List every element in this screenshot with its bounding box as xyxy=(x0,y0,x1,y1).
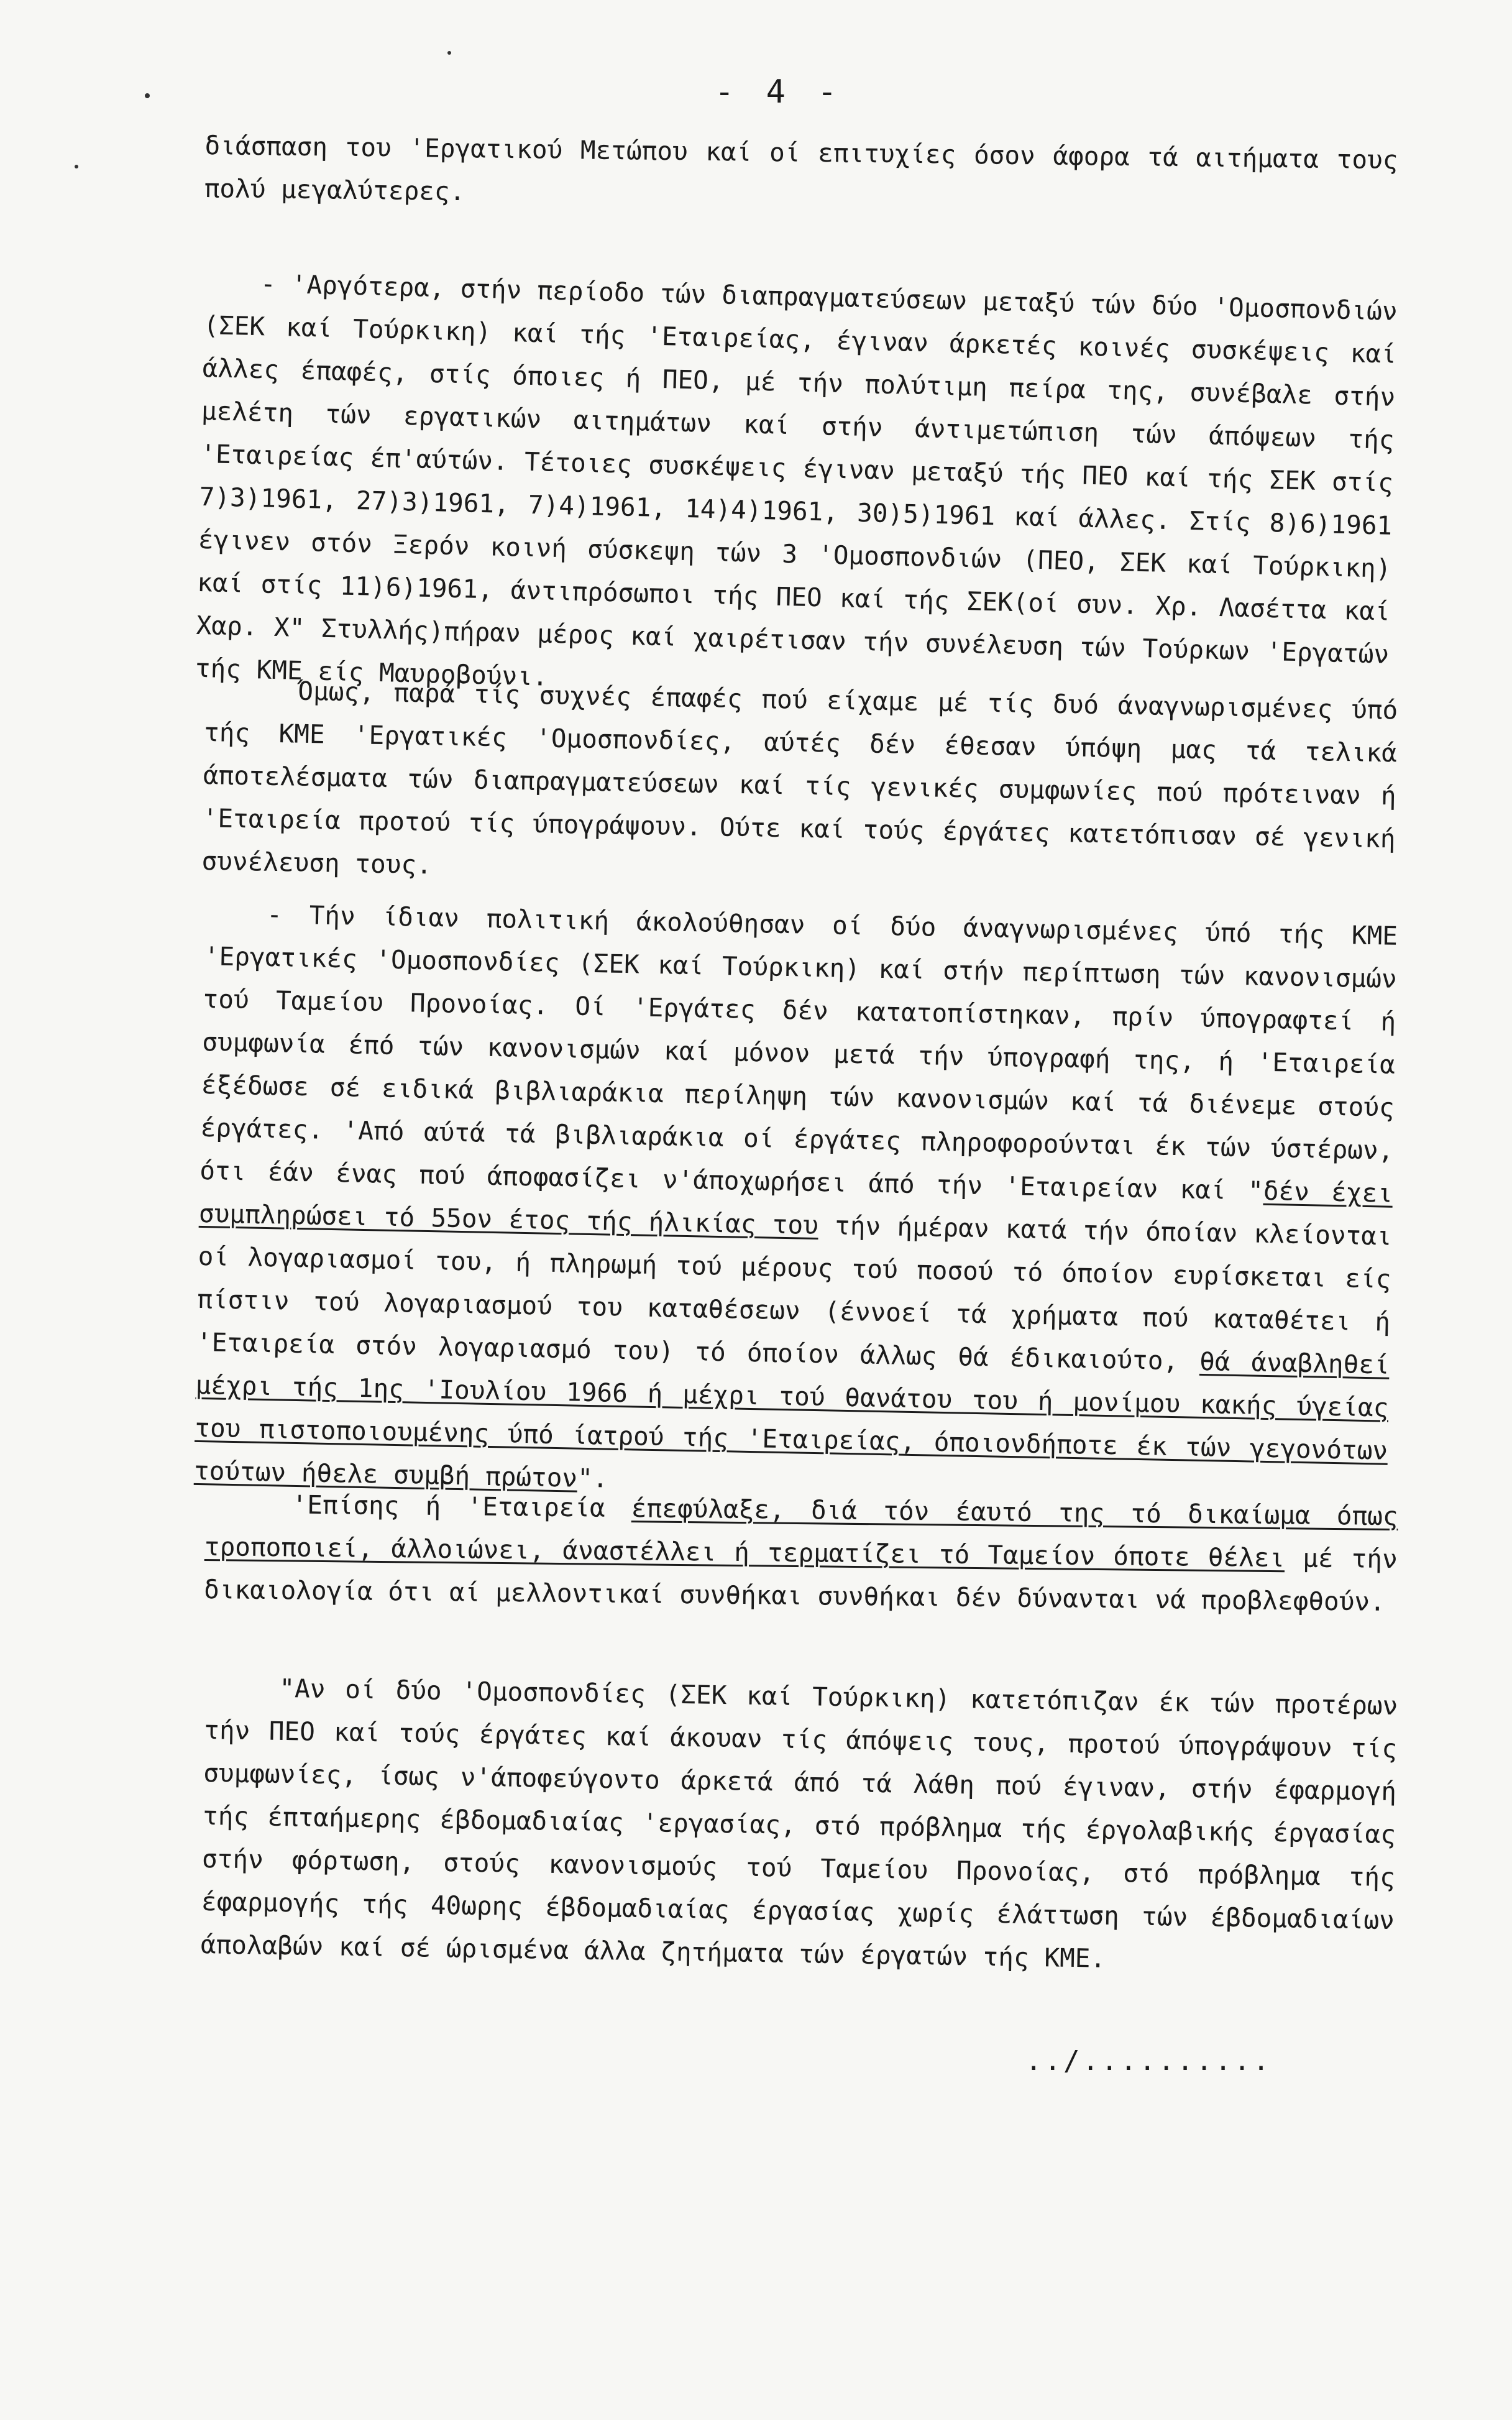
paragraph-1: διάσπαση του 'Εργατικού Μετώπου καί οί επιτυχίες όσον άφορα τά αιτήματα τους πολύ μεγαλύτερες. xyxy=(204,130,1398,207)
scan-speck xyxy=(447,51,451,55)
page-number: - 4 - xyxy=(715,73,843,111)
paragraph-2: - 'Αργότερα, στήν περίοδο τών διαπραγματεύσεων μεταξύ τών δύο 'Ομοσπονδιών (ΣΕΚ καί Τούρκικη) καί τής 'Εταιρείας, έγιναν άρκετές κοινές συσκέψεις καί άλλες έπαφές, στίς όποιες ή ΠΕΟ, μέ τήν πολύτιμη πείρα της, συνέβαλε στήν μελέτη τών εργατικών αιτημάτων καί στήν άντιμετώπιση τών άπόψεων τής 'Εταιρείας έπ'αύτών. Τέτοιες συσκέψεις έγιναν μεταξύ τής ΠΕΟ καί τής ΣΕΚ στίς 7)3)1961, 27)3)1961, 7)4)1961, 14)4)1961, 30)5)1961 καί άλλες. Στίς 8)6)1961 έγινεν στόν Ξερόν κοινή σύσκεψη τών 3 'Ομοσπονδιών (ΠΕΟ, ΣΕΚ καί Τούρκικη) καί στίς 11)6)1961, άντιπρόσωποι τής ΠΕΟ καί τής ΣΕΚ(οί συν. Χρ. Λασέττα καί Χαρ. Χ" Στυλλής)πήραν μέρος καί χαιρέτισαν τήν συνέλευση τών Τούρκων 'Εργατών τής ΚΜΕ είς Μαυροβούνι. xyxy=(195,269,1398,692)
paragraph-5-text-1: 'Επίσης ή 'Εταιρεία xyxy=(291,1489,632,1524)
paragraph-6: "Αν οί δύο 'Ομοσπονδίες (ΣΕΚ καί Τούρκικη) κατετόπιζαν έκ τών προτέρων τήν ΠΕΟ καί τούς έργάτες καί άκουαν τίς άπόψεις τους, προτού ύπογράψουν τίς συμφωνίες, ίσως ν'άποφεύγοντο άρκετά άπό τά λάθη πού έγιναν, στήν έφαρμογή τής έπταήμερης έβδομαδιαίας 'εργασίας, στό πρόβλημα τής έργολαβικής έργασίας στήν φόρτωση, στούς κανονισμούς τού Ταμείου Προνοίας, στό πρόβλημα τής έφαρμογής τής 40ωρης έβδομαδιαίας έργασίας χωρίς έλάττωση τών έβδομαδιαίων άπολαβών καί σέ ώρισμένα άλλα ζητήματα τών έργατών τής ΚΜΕ. xyxy=(200,1673,1398,1974)
paragraph-5 xyxy=(204,1483,1398,1624)
paragraph-4-text-3: ". xyxy=(577,1463,608,1494)
scan-speck xyxy=(75,165,78,168)
paragraph-4-text-2: τήν ήμέραν κατά τήν όποίαν κλείονται οί λογαριασμοί του, ή πληρωμή τού μέρους τού ποσού τό όποίον ευρίσκεται είς πίστιν τού λογαριασμού του καταθέσεων (έννοεί τά χρήματα πού καταθέτει ή 'Εταιρεία στόν λογαριασμό του) τό όποίον άλλως θά έδικαιούτο, xyxy=(196,1210,1393,1376)
paragraph-4-text-1: - Τήν ίδιαν πολιτική άκολούθησαν οί δύο άναγνωρισμένες ύπό τής ΚΜΕ 'Εργατικές 'Ομοσπονδίες (ΣΕΚ καί Τούρκικη) καί στήν περίπτωση τών κανονισμών τού Ταμείου Προνοίας. Οί 'Εργάτες δέν κατατοπίστηκαν, πρίν ύπογραφτεί ή συμφωνία έπό τών κανονισμών καί μόνον μετά τήν ύπογραφή της, ή 'Εταιρεία έξέδωσε σέ ειδικά βιβλιαράκια περίληψη τών κανονισμών καί τά διένεμε στούς έργάτες. 'Από αύτά τά βιβλιαράκια οί έργάτες πληροφορούνται έκ τών ύστέρων, ότι έάν ένας πού άποφασίζει ν'άποχωρήσει άπό τήν 'Εταιρείαν καί " xyxy=(199,899,1398,1206)
paragraph-5-text-2: μέ τήν δικαιολογία ότι αί μελλοντικαί συνθήκαι συνθήκαι δέν δύνανται νά προβλεφθούν. xyxy=(203,1543,1398,1617)
underlined-company-right-clause: έπεφύλαξε, διά τόν έαυτό της τό δικαίωμα όπως τροποποιεί, άλλοιώνει, άναστέλλει ή τερματίζει τό Ταμείον όποτε θέλει xyxy=(204,1493,1398,1573)
continuation-marker: ../.......... xyxy=(1025,2045,1272,2077)
underlined-age-clause: δέν έχει συμπληρώσει τό 55ον έτος τής ήλικίας του xyxy=(198,1175,1393,1241)
scan-speck xyxy=(145,93,150,98)
paragraph-3: Όμως, παρά τίς συχνές έπαφές πού είχαμε μέ τίς δυό άναγνωρισμένες ύπό τής ΚΜΕ 'Εργατικές 'Ομοσπονδίες, αύτές δέν έθεσαν ύπόψη μας τά τελικά άποτελέσματα τών διαπραγματεύσεων καί τίς γενικές συμφωνίες πού πρότειναν ή 'Εταιρεία προτού τίς ύπογράψουν. Ούτε καί τούς έργάτες κατετόπισαν σέ γενική συνέλευση τους. xyxy=(201,676,1398,880)
underlined-deferral-clause: θά άναβληθεί μέχρι τής 1ης 'Ιουλίου 1966 ή μέχρι τού θανάτου του ή μονίμου κακής ύγείας του πιστοποιουμένης ύπό ίατρού τής 'Εταιρείας, όποιονδήποτε έκ τών γεγονότων τούτων ήθελε συμβή πρώτον xyxy=(193,1346,1390,1493)
paragraph-4 xyxy=(193,892,1398,1516)
